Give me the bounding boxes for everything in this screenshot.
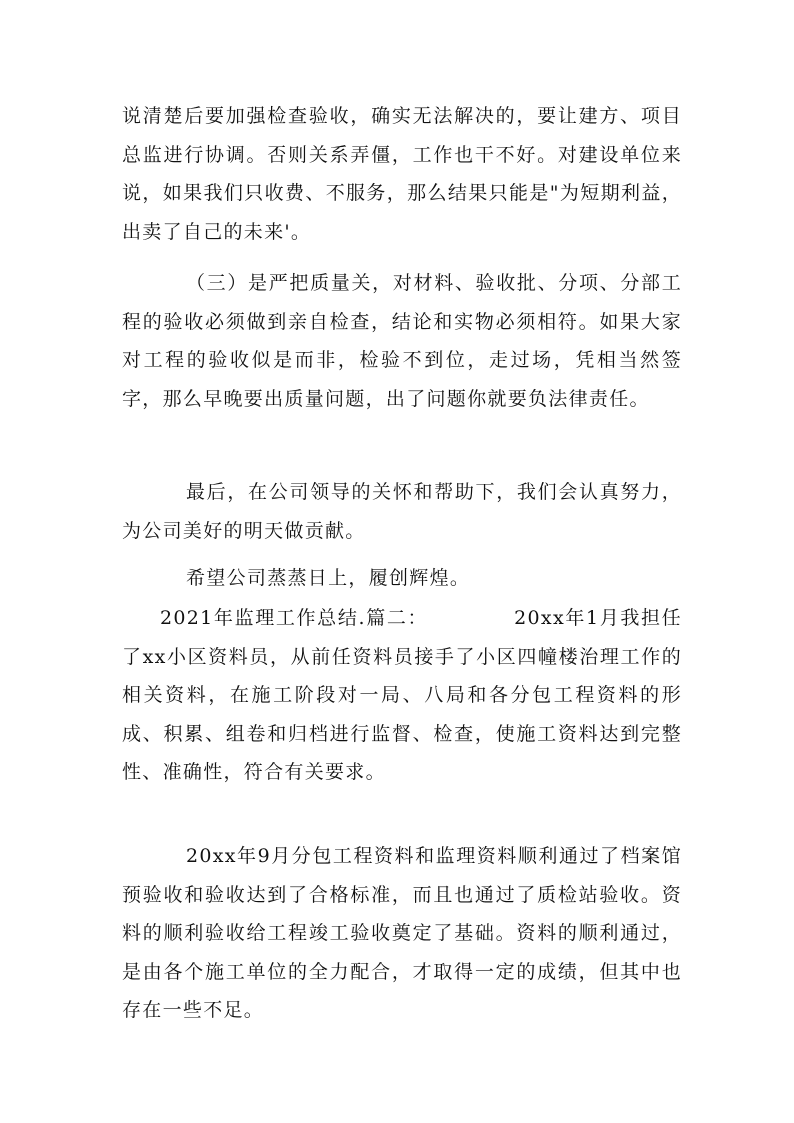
paragraph-1: 说清楚后要加强检查验收，确实无法解决的，要让建方、项目总监进行协调。否则关系弄僵，工作也干不好。对建设单位来说，如果我们只收费、不服务，那么结果只能是"为短期利益，出卖了自己的未来'。 bbox=[122, 105, 682, 243]
paragraph-6: 20xx年9月分包工程资料和监理资料顺利通过了档案馆预验收和验收达到了合格标准，而且也通过了质检站验收。资料的顺利验收给工程竣工验收奠定了基础。资料的顺利通过，是由各个施工单位的全力配合，才取得一定的成绩，但其中也存在一些不足。 bbox=[122, 845, 682, 1022]
section-body: 20xx年1月我担任了xx小区资料员，从前任资料员接手了小区四幢楼治理工作的相关资料，在施工阶段对一局、八局和各分包工程资料的形成、积累、组卷和归档进行监督、检查，使施工资料达到完整性、准确性，符合有关要求。 bbox=[122, 607, 682, 784]
paragraph-2: （三）是严把质量关，对材料、验收批、分项、分部工程的验收必须做到亲自检查，结论和实物必须相符。如果大家对工程的验收似是而非，检验不到位，走过场，凭相当然签字，那么早晚要出质量问题，出了问题你就要负法律责任。 bbox=[122, 272, 682, 410]
section-heading: 2021年监理工作总结.篇二： bbox=[160, 607, 429, 629]
paragraph-3: 最后，在公司领导的关怀和帮助下，我们会认真努力，为公司美好的明天做贡献。 bbox=[122, 481, 682, 542]
paragraph-4: 希望公司蒸蒸日上，履创辉煌。 bbox=[186, 567, 471, 589]
section-paragraph bbox=[122, 599, 682, 792]
